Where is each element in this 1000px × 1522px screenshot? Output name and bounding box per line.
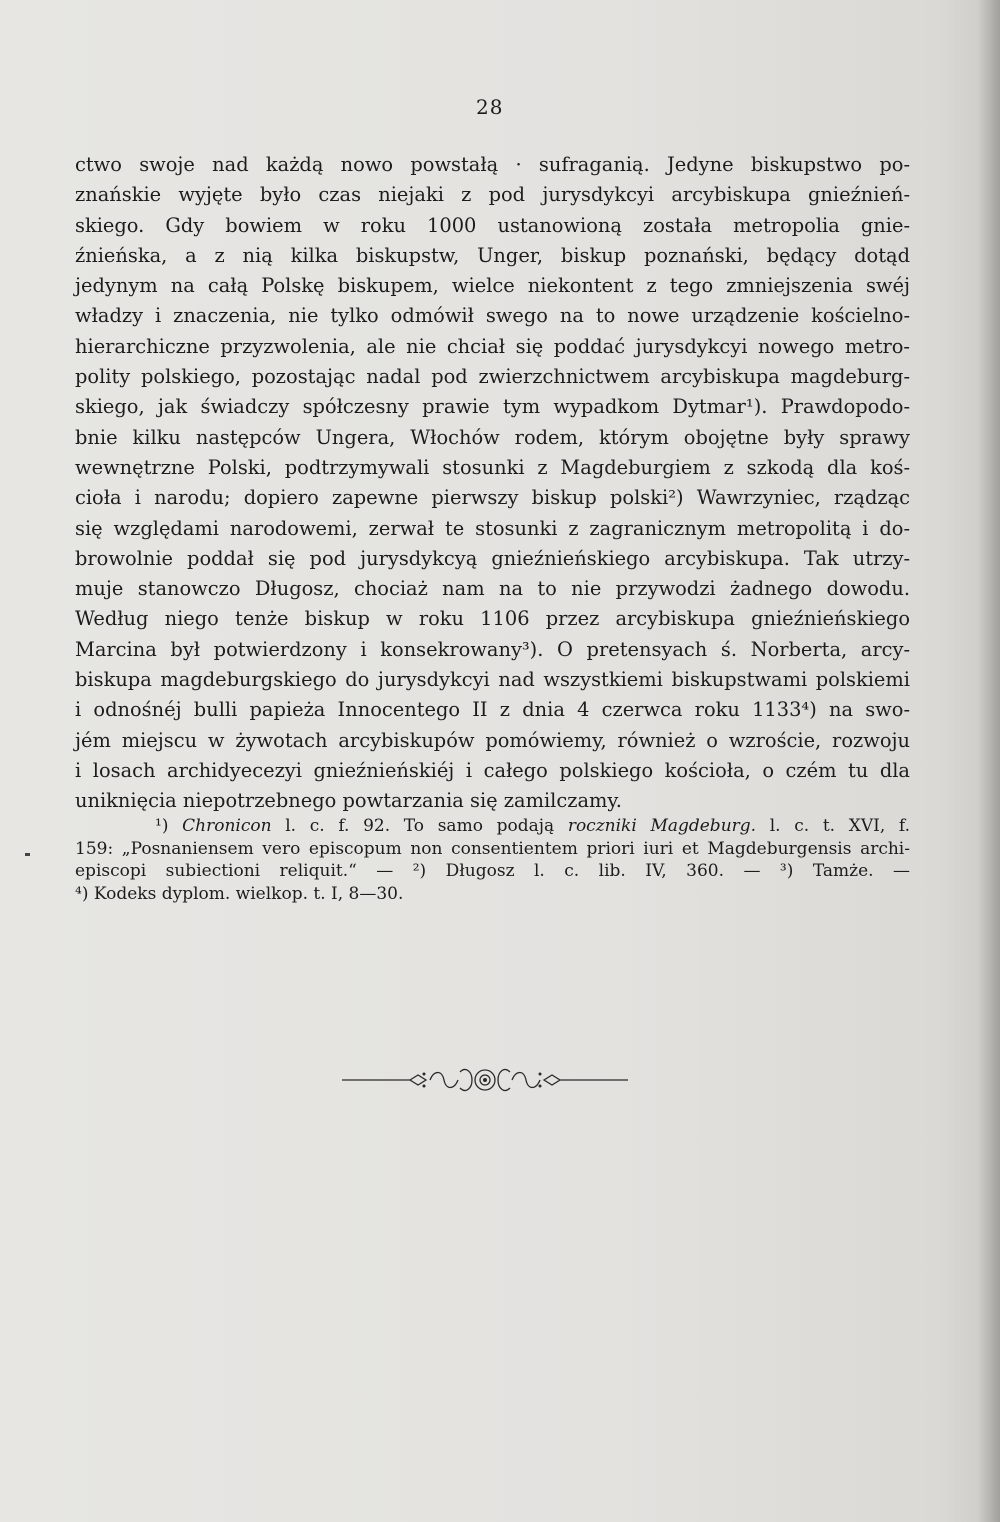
footnote-line: 159: „Posnaniensem vero episcopum non consentientem priori iuri et Magdeburgensis archi- bbox=[75, 838, 910, 859]
text-line: browolnie poddał się pod jurysdykcyą gnieźnieńskiego arcybiskupa. Tak utrzy- bbox=[75, 546, 910, 570]
text-line: znańskie wyjęte było czas niejaki z pod jurysdykcyi arcybiskupa gnieźnień- bbox=[75, 183, 910, 207]
text-line: cioła i narodu; dopiero zapewne pierwszy biskup polski²) Wawrzyniec, rządząc bbox=[75, 486, 910, 510]
text-line: i losach archidyecezyi gnieźnieńskiéj i całego polskiego kościoła, o czém tu dla bbox=[75, 758, 910, 782]
text-line: uniknięcia niepotrzebnego powtarzania się zamilczamy. bbox=[75, 789, 622, 813]
footnote-line: episcopi subiectioni reliquit.“ — ²) Długosz l. c. lib. IV, 360. — ³) Tamże. — bbox=[75, 861, 910, 881]
footnote-text: l. c. t. XVI, f. bbox=[756, 816, 910, 836]
footnote-marker: ¹) bbox=[155, 816, 169, 836]
text-line: muje stanowczo Długosz, chociaż nam na to nie przywodzi żadnego dowodu. bbox=[75, 577, 910, 601]
text-line: ctwo swoje nad każdą nowo powstałą · sufraganią. Jedyne biskupstwo po- bbox=[75, 153, 910, 176]
text-line: skiego. Gdy bowiem w roku 1000 ustanowioną została metropolia gnie- bbox=[75, 213, 910, 237]
footnote-source-title: Chronicon bbox=[182, 816, 272, 836]
footnotes bbox=[75, 815, 910, 905]
decorative-divider bbox=[340, 1060, 630, 1100]
text-line: jém miejscu w żywotach arcybiskupów pomówiemy, również o wzroście, rozwoju bbox=[75, 728, 910, 752]
footnote-line bbox=[75, 815, 910, 838]
text-line: biskupa magdeburgskiego do jurysdykcyi nad wszystkiemi biskupstwami polskiemi bbox=[75, 668, 910, 692]
text-line: się względami narodowemi, zerwał te stosunki z zagranicznym metropolitą i do- bbox=[75, 516, 910, 540]
footnote-text: l. c. f. 92. To samo podają bbox=[271, 816, 568, 836]
margin-mark bbox=[25, 853, 30, 856]
text-line: polity polskiego, pozostając nadal pod zwierzchnictwem arcybiskupa magdeburg- bbox=[75, 365, 910, 389]
text-line: źnieńska, a z nią kilka biskupstw, Unger, biskup poznański, będący dotąd bbox=[75, 243, 910, 267]
text-line: skiego, jak świadczy spółczesny prawie tym wypadkom Dytmar¹). Prawdopodo- bbox=[75, 395, 910, 419]
text-line: bnie kilku następców Ungera, Włochów rodem, którym obojętne były sprawy bbox=[75, 425, 910, 449]
footnote-line: ⁴) Kodeks dyplom. wielkop. t. I, 8—30. bbox=[75, 883, 404, 904]
footnote-cited-title: roczniki Magdeburg. bbox=[567, 816, 757, 836]
page-number: 28 bbox=[476, 95, 504, 119]
text-line: jedynym na całą Polskę biskupem, wielce niekontent z tego zmniejszenia swéj bbox=[75, 274, 910, 298]
text-line: wewnętrzne Polski, podtrzymywali stosunki z Magdeburgiem z szkodą dla koś- bbox=[75, 455, 910, 479]
text-line: i odnośnéj bulli papieża Innocentego II z dnia 4 czerwca roku 1133⁴) na swo- bbox=[75, 698, 910, 722]
text-line: Marcina był potwierdzony i konsekrowany³). O pretensyach ś. Norberta, arcy- bbox=[75, 637, 910, 661]
text-line: hierarchiczne przyzwolenia, ale nie chciał się poddać jurysdykcyi nowego metro- bbox=[75, 334, 910, 358]
page-gutter-shadow bbox=[978, 0, 1000, 1522]
text-line: władzy i znaczenia, nie tylko odmówił swego na to nowe urządzenie kościelno- bbox=[75, 304, 910, 328]
text-line: Według niego tenże biskup w roku 1106 przez arcybiskupa gnieźnieńskiego bbox=[75, 607, 910, 631]
main-text bbox=[75, 150, 910, 817]
